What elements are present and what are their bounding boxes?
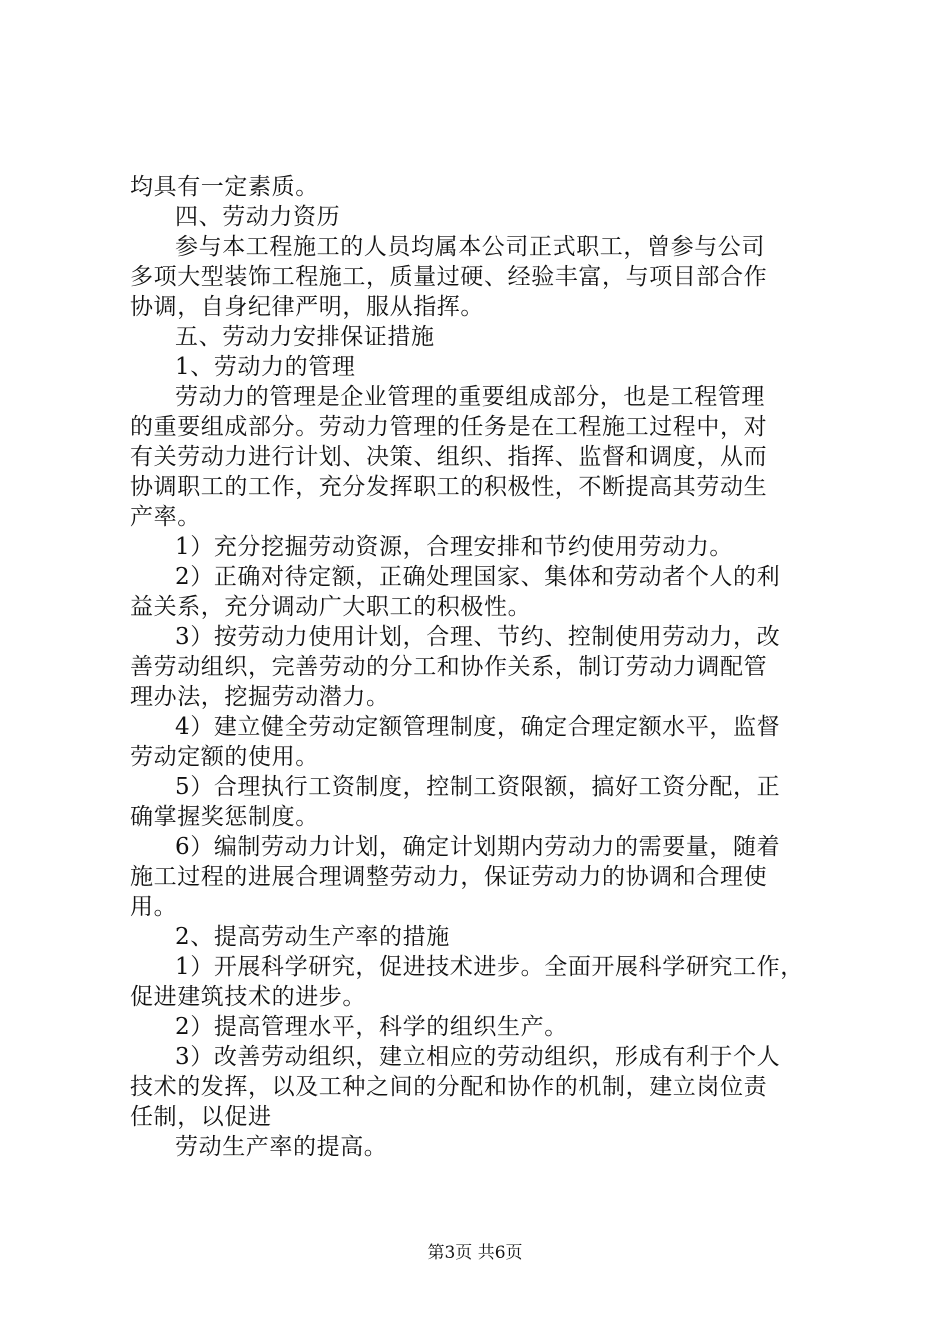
- text-line: 6）编制劳动力计划，确定计划期内劳动力的需要量，随着: [175, 834, 781, 860]
- text-line: 4）建立健全劳动定额管理制度，确定合理定额水平，监督: [175, 714, 781, 740]
- text-line: 理办法，挖掘劳动潜力。: [130, 684, 390, 710]
- text-line: 3）按劳动力使用计划，合理、节约、控制使用劳动力，改: [175, 624, 781, 650]
- text-line: 产率。: [130, 504, 201, 530]
- text-line: 技术的发挥，以及工种之间的分配和协作的机制，建立岗位责: [130, 1074, 768, 1100]
- text-line: 2）提高管理水平，科学的组织生产。: [175, 1014, 568, 1040]
- text-line: 用。: [130, 894, 178, 920]
- text-line: 确掌握奖惩制度。: [130, 804, 319, 830]
- text-line: 有关劳动力进行计划、决策、组织、指挥、监督和调度，从而: [130, 444, 768, 470]
- text-line: 四、劳动力资历: [175, 204, 341, 230]
- text-line: 多项大型装饰工程施工，质量过硬、经验丰富，与项目部合作: [130, 264, 768, 290]
- text-line: 劳动定额的使用。: [130, 744, 319, 770]
- text-line: 的重要组成部分。劳动力管理的任务是在工程施工过程中，对: [130, 414, 768, 440]
- text-line: 3）改善劳动组织，建立相应的劳动组织，形成有利于个人: [175, 1044, 781, 1070]
- page-footer: 第3页 共6页: [427, 1243, 523, 1263]
- text-line: 协调职工的工作，充分发挥职工的积极性，不断提高其劳动生: [130, 474, 768, 500]
- text-line: 参与本工程施工的人员均属本公司正式职工，曾参与公司: [175, 234, 765, 260]
- text-line: 均具有一定素质。: [130, 174, 319, 200]
- text-line: 善劳动组织，完善劳动的分工和协作关系，制订劳动力调配管: [130, 654, 768, 680]
- document-body: [130, 172, 835, 1162]
- text-line: 五、劳动力安排保证措施: [175, 324, 435, 350]
- text-line: 1）开展科学研究，促进技术进步。全面开展科学研究工作，: [175, 954, 804, 980]
- text-line: 施工过程的进展合理调整劳动力，保证劳动力的协调和合理使: [130, 864, 768, 890]
- text-line: 2）正确对待定额，正确处理国家、集体和劳动者个人的利: [175, 564, 781, 590]
- text-line: 促进建筑技术的进步。: [130, 984, 366, 1010]
- text-line: 1、劳动力的管理: [175, 354, 356, 380]
- text-line: 5）合理执行工资制度，控制工资限额，搞好工资分配，正: [175, 774, 781, 800]
- text-line: 任制，以促进: [130, 1104, 272, 1130]
- text-line: 协调，自身纪律严明，服从指挥。: [130, 294, 484, 320]
- text-line: 2、提高劳动生产率的措施: [175, 924, 450, 950]
- text-line: 劳动生产率的提高。: [175, 1134, 388, 1160]
- text-line: 劳动力的管理是企业管理的重要组成部分，也是工程管理: [175, 384, 765, 410]
- text-line: 1）充分挖掘劳动资源，合理安排和节约使用劳动力。: [175, 534, 734, 560]
- text-line: 益关系，充分调动广大职工的积极性。: [130, 594, 532, 620]
